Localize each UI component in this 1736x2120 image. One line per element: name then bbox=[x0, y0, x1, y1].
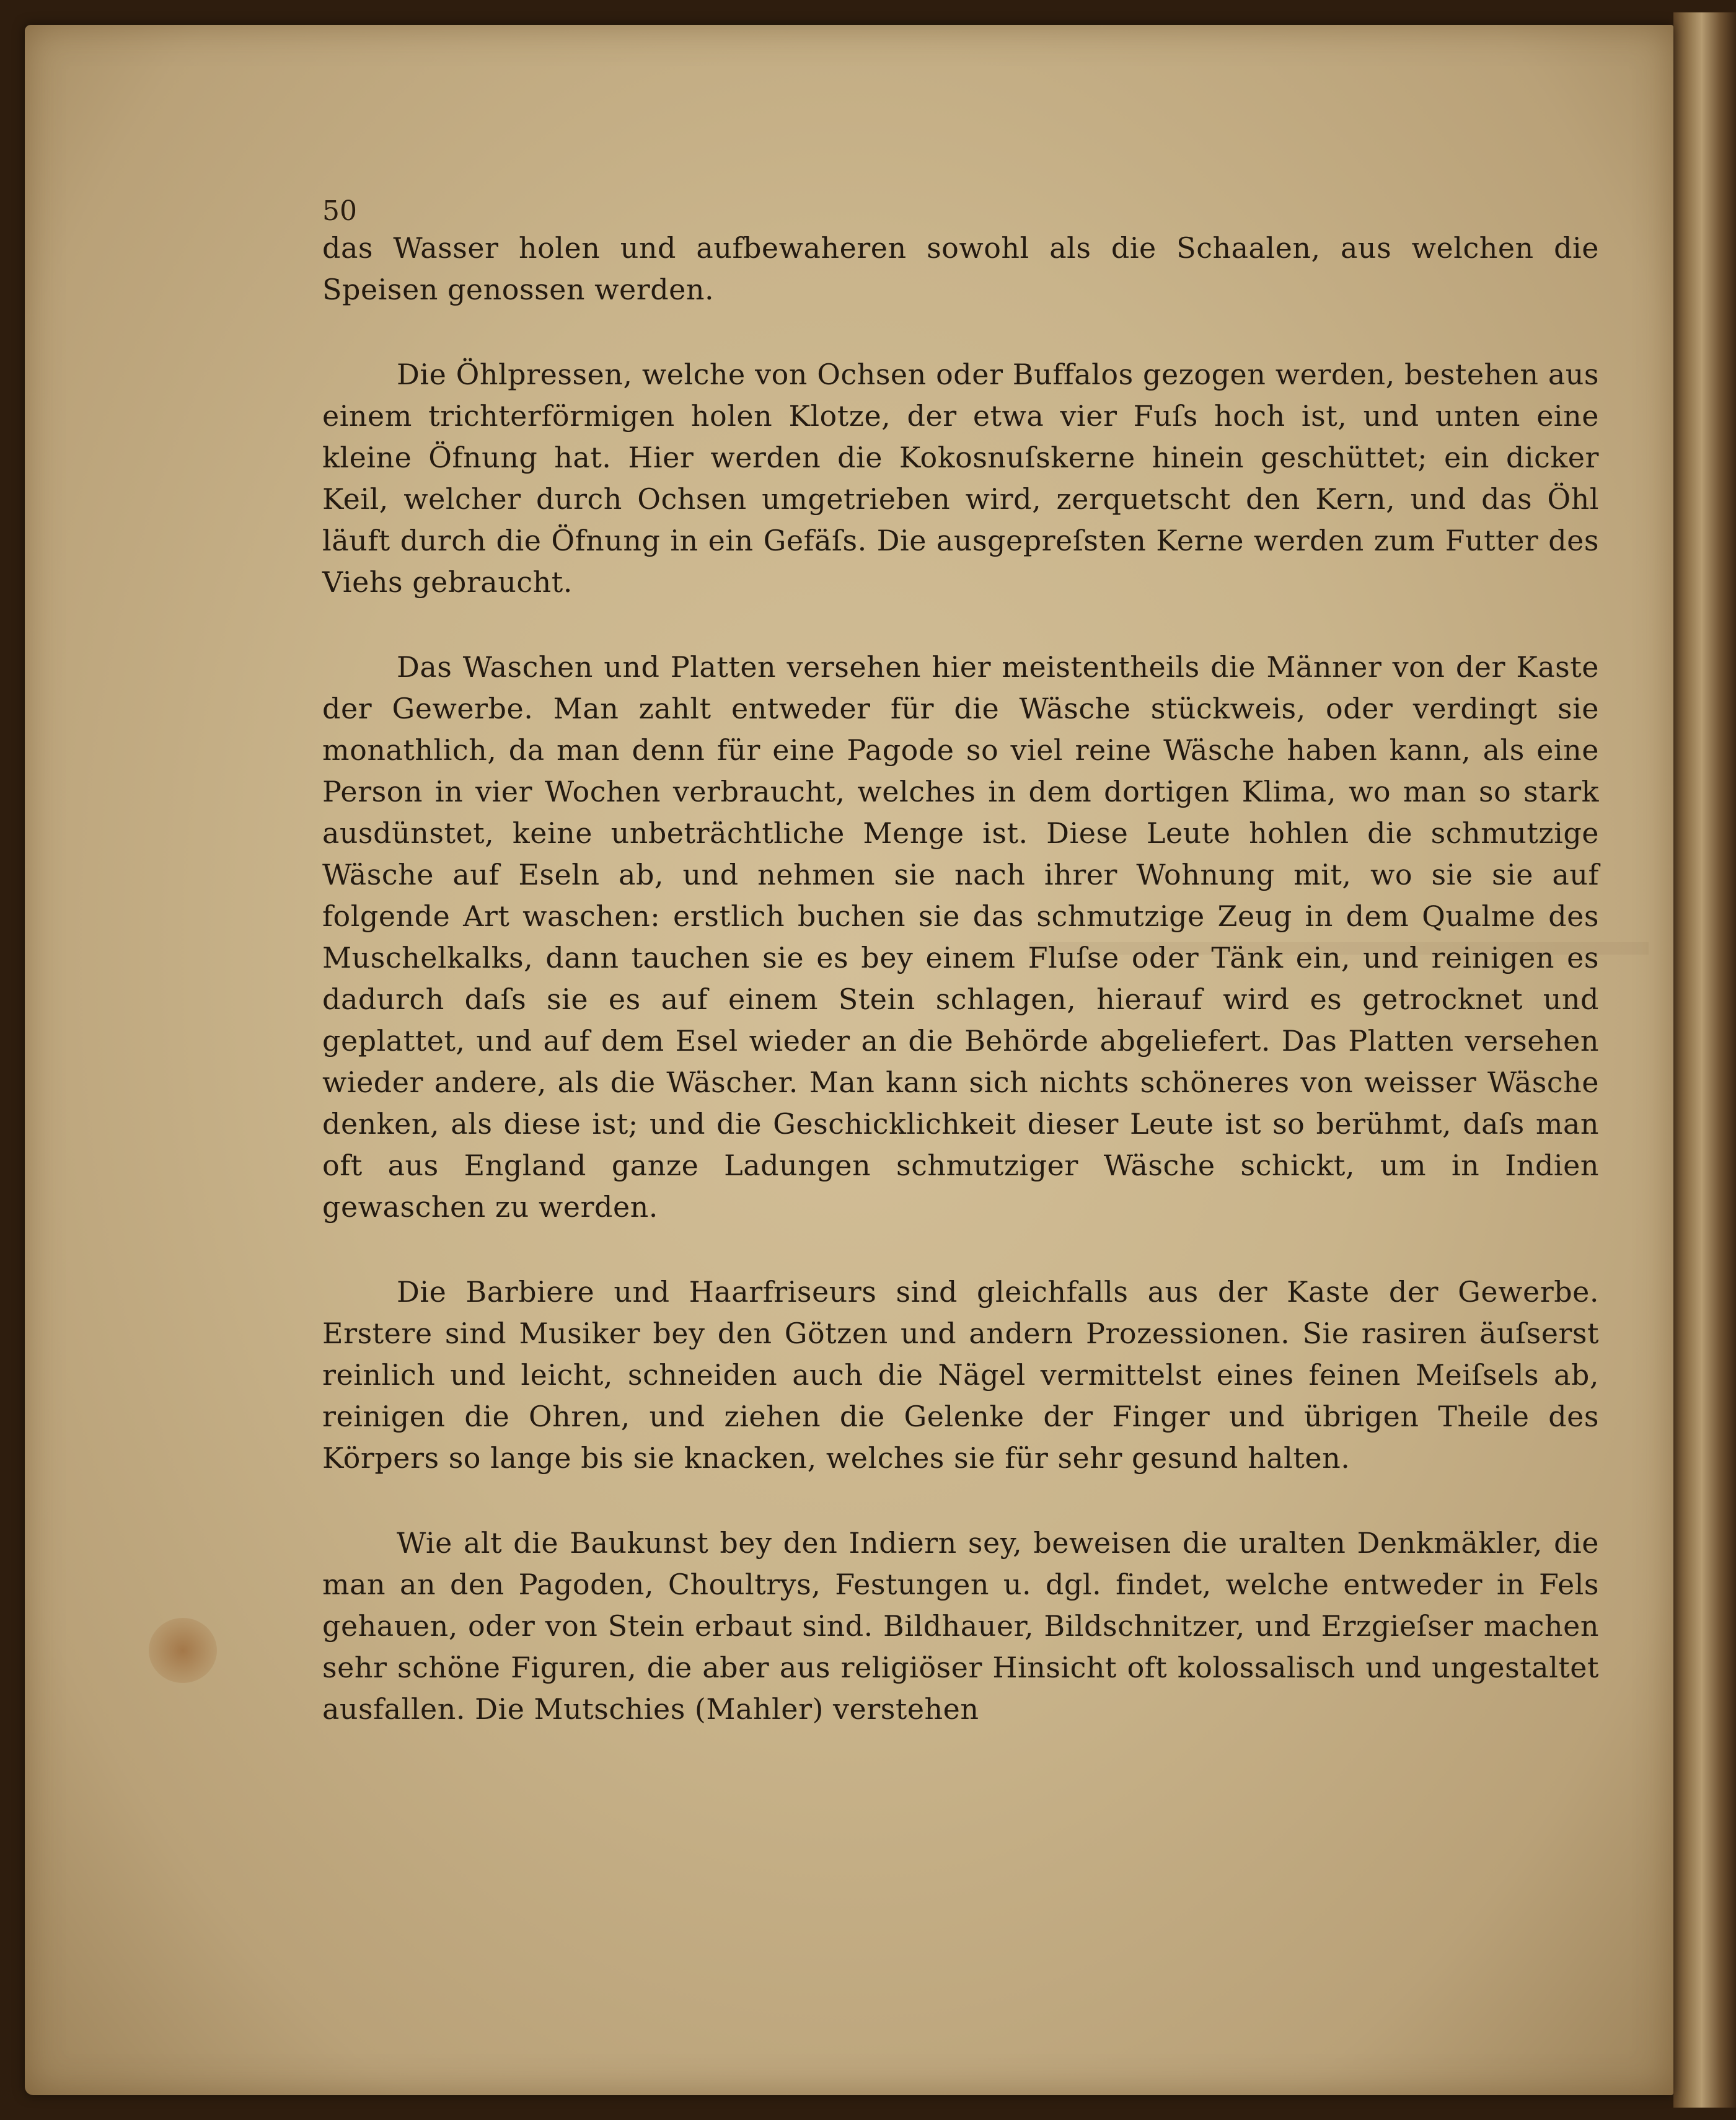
paragraph: Das Waschen und Platten versehen hier meistentheils die Männer von der Kaste der Gewerbe. Man zahlt entweder für die Wäsche stückweis, oder verdingt sie monathlich, da man denn für eine Pagode so viel reine Wäsche haben kann, als eine Person in vier Wochen verbraucht, welches in dem dortigen Klima, wo man so stark ausdünstet, keine unbeträchtliche Menge ist. Diese Leute hohlen die schmutzige Wäsche auf Eseln ab, und nehmen sie nach ihrer Wohnung mit, wo sie sie auf folgende Art waschen: erstlich buchen sie das schmutzige Zeug in dem Qualme des Muschelkalks, dann tauchen sie es bey einem Fluſse oder Tänk ein, und reinigen es dadurch daſs sie es auf einem Stein schlagen, hierauf wird es getrocknet und geplattet, und auf dem Esel wieder an die Behörde abgeliefert. Das Platten versehen wieder andere, als die Wäscher. Man kann sich nichts schöneres von weisser Wäsche denken, als diese ist; und die Geschicklichkeit dieser Leute ist so berühmt, daſs man oft aus England ganze Ladungen schmutziger Wäsche schickt, um in Indien gewaschen zu werden. bbox=[322, 650, 1599, 1224]
paragraph: das Wasser holen und aufbewaheren sowohl als die Schaalen, aus welchen die Speisen genossen werden. bbox=[322, 231, 1599, 306]
paragraph: Wie alt die Baukunst bey den Indiern sey, beweisen die uralten Denkmäkler, die man an den Pagoden, Choultrys, Festungen u. dgl. findet, welche entweder in Fels gehauen, oder von Stein erbaut sind. Bildhauer, Bildschnitzer, und Erzgieſser machen sehr schöne Figuren, die aber aus religiöser Hinsicht oft kolossalisch und ungestaltet ausfallen. Die Mutschies (Mahler) verstehen bbox=[322, 1526, 1599, 1726]
paragraph: Die Öhlpressen, welche von Ochsen oder Buffalos gezogen werden, bestehen aus einem trichterförmigen holen Klotze, der etwa vier Fuſs hoch ist, und unten eine kleine Öfnung hat. Hier werden die Kokosnuſskerne hinein geschüttet; ein dicker Keil, welcher durch Ochsen umgetrieben wird, zerquetscht den Kern, und das Öhl läuft durch die Öfnung in ein Gefäſs. Die ausgepreſsten Kerne werden zum Futter des Viehs gebraucht. bbox=[322, 358, 1599, 599]
page-number: 50 bbox=[322, 195, 357, 227]
book-gutter bbox=[1673, 12, 1736, 2108]
body-text bbox=[322, 195, 1599, 1730]
paragraph: Die Barbiere und Haarfriseurs sind gleichfalls aus der Kaste der Gewerbe. Erstere sind Musiker bey den Götzen und andern Prozessionen. Sie rasiren äuſserst reinlich und leicht, schneiden auch die Nägel vermittelst eines feinen Meiſsels ab, reinigen die Ohren, und ziehen die Gelenke der Finger und übrigen Theile des Körpers so lange bis sie knacken, welches sie für sehr gesund halten. bbox=[322, 1275, 1599, 1475]
paper-stain bbox=[149, 1618, 217, 1683]
